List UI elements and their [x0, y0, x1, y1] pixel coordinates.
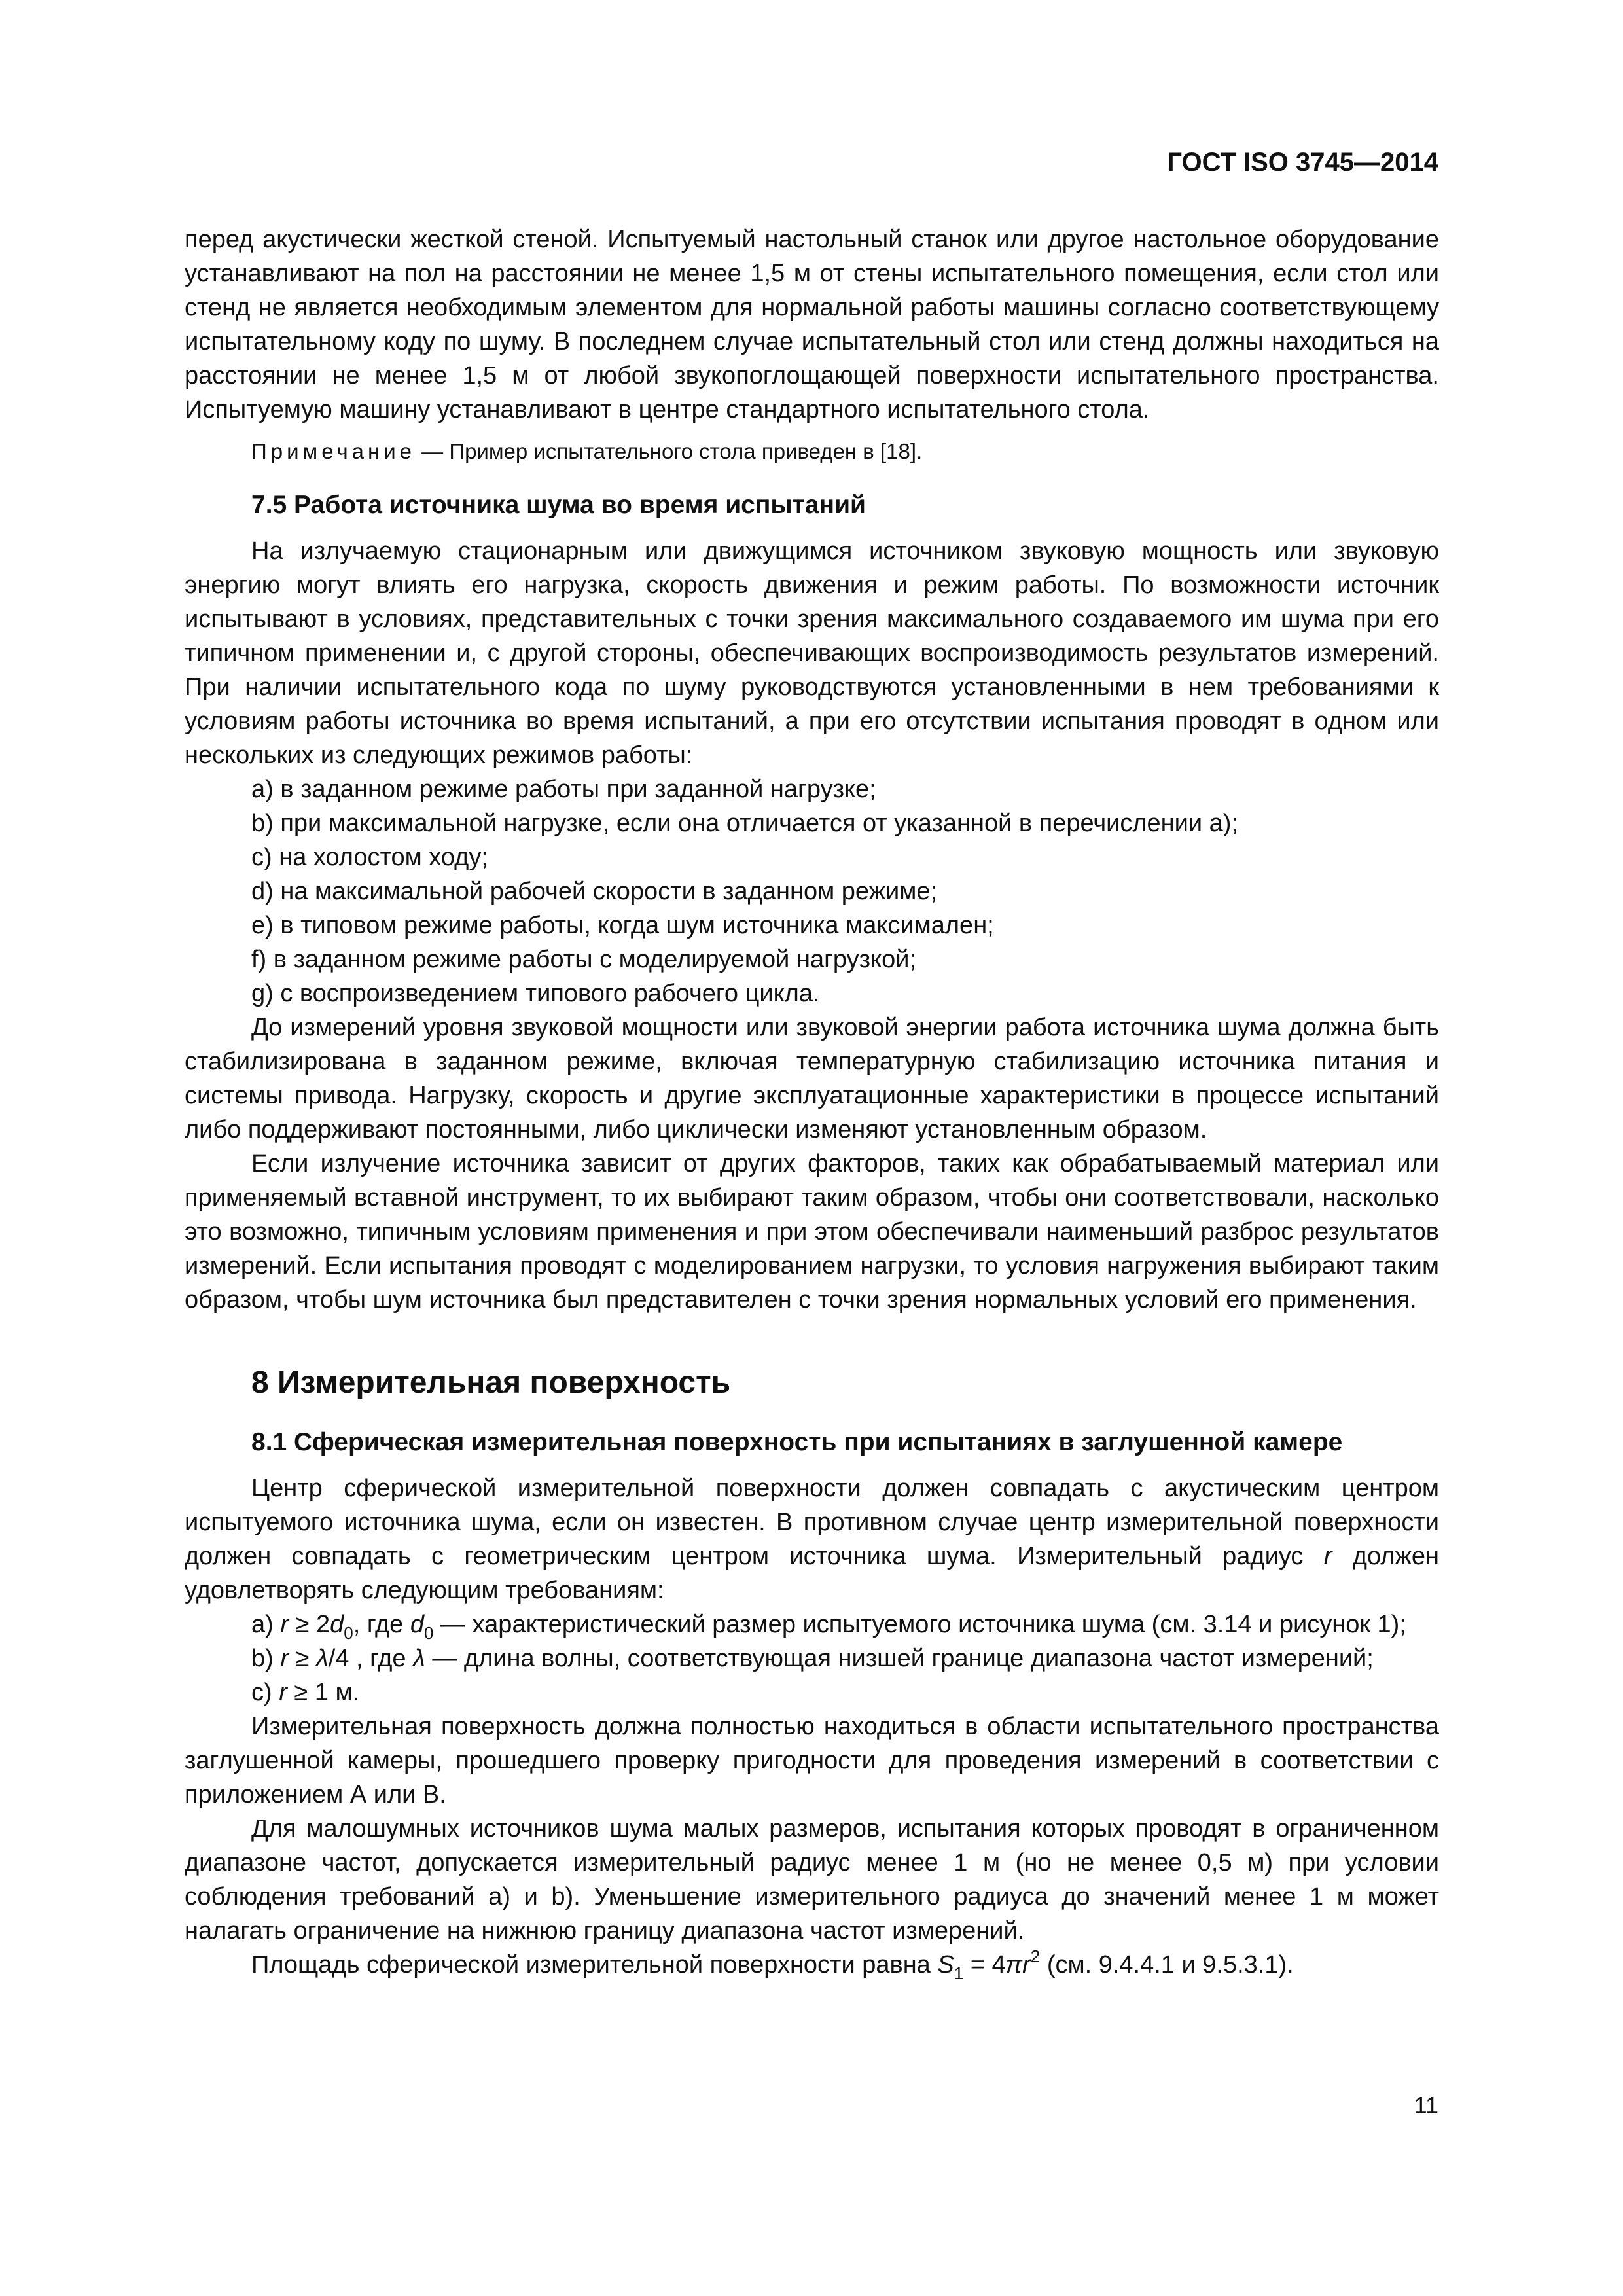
paragraph: На излучаемую стационарным или движущимся источником звуковую мощность или звуковую энергию могут влиять его нагрузка, скорость движения и режим работы. По возможности источник испытывают в условиях, представительных с точки зрения максимального создаваемого им шума при его типичном применении и, с другой стороны, обеспечивающих воспроизводимость результатов измерений. При наличии испытательного кода по шуму руководствуются установленными в нем требованиями к условиям работы источника во время испытаний, а при его отсутствии испытания проводят в одном или нескольких из следующих режимов работы: [185, 537, 1439, 769]
paragraph: Для малошумных источников шума малых размеров, испытания которых проводят в ограниченном диапазоне частот, допускается измерительный радиус менее 1 м (но не менее 0,5 м) при условии соблюдения требований а) и b). Уменьшение измерительного радиуса до значений менее 1 м может налагать ограничение на нижнюю границу диапазона частот измерений. [185, 1815, 1439, 1945]
document-body [185, 223, 1439, 1982]
paragraph: Если излучение источника зависит от других факторов, таких как обрабатываемый материал или применяемый вставной инструмент, то их выбирают таким образом, чтобы они соответствовали, насколько это возможно, типичным условиям применения и при этом обеспечивали наименьший разброс результатов измерений. Если испытания проводят с моделированием нагрузки, то условия нагружения выбирают таким образом, чтобы шум источника был представителен с точки зрения нормальных условий его применения. [185, 1150, 1439, 1314]
paragraph: Центр сферической измерительной поверхности должен совпадать с акустическим центром испытуемого источника шума, если он известен. В противном случае центр измерительной поверхности должен совпадать с геометрическим центром источника шума. Измерительный радиус r должен удовлетворять следующим требованиям: [185, 1475, 1439, 1604]
list-item: a) в заданном режиме работы при заданной нагрузке; [251, 776, 876, 803]
section-heading-8-1: 8.1 Сферическая измерительная поверхность при испытаниях в заглушенной камере [251, 1428, 1343, 1456]
list-item: f) в заданном режиме работы с моделируемой нагрузкой; [251, 946, 917, 973]
list-item: d) на максимальной рабочей скорости в заданном режиме; [251, 878, 938, 905]
note-text: — Пример испытательного стола приведен в [18]. [416, 439, 923, 463]
section-heading-8: 8 Измерительная поверхность [251, 1365, 731, 1400]
list-item: c) r ≥ 1 м. [251, 1679, 360, 1706]
page-number: 11 [1414, 2092, 1438, 2119]
header-doc-id: ГОСТ ISO 3745—2014 [1167, 148, 1438, 177]
list-item: b) r ≥ λ/4 , где λ — длина волны, соответствующая низшей границе диапазона частот измерений; [251, 1645, 1374, 1672]
list-item: b) при максимальной нагрузке, если она отличается от указанной в перечислении а); [251, 810, 1239, 837]
list-item: g) с воспроизведением типового рабочего цикла. [251, 980, 820, 1007]
note-label: Примечание [251, 439, 416, 463]
section-heading-7-5: 7.5 Работа источника шума во время испытаний [251, 491, 866, 519]
note [185, 435, 1439, 469]
paragraph: До измерений уровня звуковой мощности или звуковой энергии работа источника шума должна быть стабилизирована в заданном режиме, включая температурную стабилизацию источника питания и системы привода. Нагрузку, скорость и другие эксплуатационные характеристики в процессе испытаний либо поддерживают постоянными, либо циклически изменяют установленным образом. [185, 1014, 1439, 1143]
paragraph: перед акустически жесткой стеной. Испытуемый настольный станок или другое настольное оборудование устанавливают на пол на расстоянии не менее 1,5 м от стены испытательного помещения, если стол или стенд не является необходимым элементом для нормальной работы машины согласно соответствующему испытательному коду по шуму. В последнем случае испытательный стол или стенд должны находиться на расстоянии не менее 1,5 м от любой звукопоглощающей поверхности испытательного пространства. Испытуемую машину устанавливают в центре стандартного испытательного стола. [185, 226, 1439, 423]
paragraph: Измерительная поверхность должна полностью находиться в области испытательного пространства заглушенной камеры, прошедшего проверку пригодности для проведения измерений в соответствии с приложением А или В. [185, 1713, 1439, 1808]
list-item: e) в типовом режиме работы, когда шум источника максимален; [251, 912, 994, 939]
list-item: a) $r \ge 2d_0$, где $d_0$ — характеристический размер испытуемого источника шума (см. 3.14 и рисунок 1); [251, 1611, 1406, 1643]
list-item: c) на холостом ходу; [251, 844, 488, 871]
formula-paragraph: Площадь сферической измерительной поверхности равна $S_1 = 4\pi r^2$ (см. 9.4.4.1 и 9.5.3.1). [251, 1946, 1294, 1983]
